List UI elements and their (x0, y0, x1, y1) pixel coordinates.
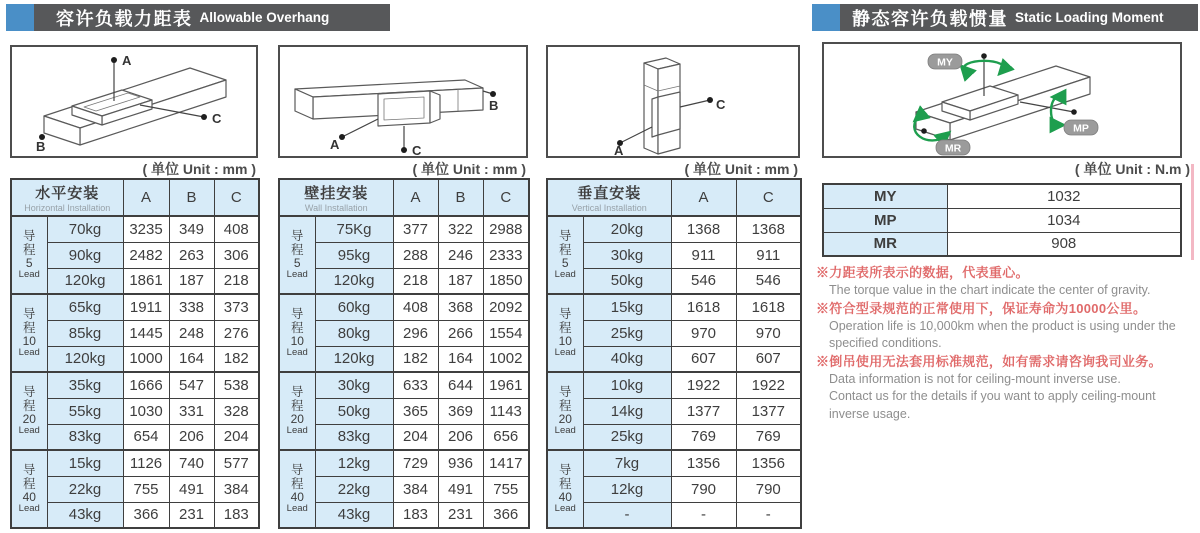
note-text-en: inverse usage. (829, 406, 911, 421)
lead-cell (279, 372, 315, 450)
table-row (279, 268, 529, 294)
lead-zh: 导程 (290, 384, 304, 413)
load-cell: 43kg (47, 502, 123, 528)
lead-number: 20 (22, 411, 36, 426)
moment-label-cell: MP (823, 208, 947, 232)
column-header-c: C (736, 179, 801, 216)
table-row (279, 502, 529, 528)
value-cell: 206 (169, 424, 214, 450)
rail-drawing (295, 80, 483, 126)
mp-badge (1064, 120, 1098, 135)
value-cell: 204 (393, 424, 438, 450)
value-cell: 2988 (483, 216, 529, 242)
table-row (547, 398, 801, 424)
value-cell: 373 (214, 294, 259, 320)
lead-number: 40 (22, 489, 36, 504)
load-cell: 83kg (47, 424, 123, 450)
value-cell: 3235 (123, 216, 169, 242)
column-header-a: A (393, 179, 438, 216)
lead-en: Lead (286, 425, 308, 437)
point-label-a: A (614, 143, 624, 156)
table-row (823, 184, 1181, 208)
section-title-zh: 容许负载力距表 (56, 8, 193, 29)
note-text-zh: ※符合型录规范的正常使用下，保证寿命为10000公里。 (816, 300, 1147, 316)
table-row (11, 216, 259, 242)
load-cell: 120kg (315, 268, 393, 294)
table-row (823, 208, 1181, 232)
lead-zh: 导程 (558, 306, 572, 335)
lead-en: Lead (18, 347, 40, 359)
install-table-horizontal (10, 178, 260, 529)
rail-drawing (644, 58, 680, 154)
load-cell: 120kg (47, 346, 123, 372)
load-cell: 55kg (47, 398, 123, 424)
lead-zh: 导程 (22, 306, 36, 335)
value-cell: 970 (671, 320, 736, 346)
load-cell: 120kg (315, 346, 393, 372)
table-title-zh: 水平安装 (35, 185, 100, 202)
lead-cell (279, 294, 315, 372)
lead-number: 10 (558, 333, 572, 348)
section-title-en: Static Loading Moment (1015, 10, 1164, 25)
lead-cell (11, 216, 47, 294)
note-text-en: The torque value in the chart indicate the center of gravity. (829, 283, 1151, 298)
diagram-box-moment (822, 42, 1182, 158)
value-cell: 187 (169, 268, 214, 294)
load-cell: 50kg (315, 398, 393, 424)
load-cell: 14kg (583, 398, 671, 424)
load-cell: 10kg (583, 372, 671, 398)
value-cell: 644 (438, 372, 483, 398)
table-title-cell (11, 179, 123, 216)
lead-zh: 导程 (290, 462, 304, 491)
value-cell: 1377 (671, 398, 736, 424)
value-cell: 182 (214, 346, 259, 372)
note-item (816, 264, 1200, 300)
column-header-c: C (483, 179, 529, 216)
load-cell: 25kg (583, 424, 671, 450)
install-table-wall (278, 178, 530, 529)
table-row (547, 294, 801, 320)
column-header-b: B (169, 179, 214, 216)
lead-en: Lead (286, 503, 308, 515)
diagram-box-wall (278, 45, 528, 158)
table-row (11, 476, 259, 502)
value-cell: 231 (169, 502, 214, 528)
note-text-zh: ※倒吊使用无法套用标准规范，如有需求请咨询我司业务。 (816, 353, 1162, 369)
unit-caption: ( 单位 Unit : mm ) (142, 161, 256, 177)
value-cell: 306 (214, 242, 259, 268)
rail-drawing (44, 68, 226, 145)
unit-caption: ( 单位 Unit : mm ) (684, 161, 798, 177)
value-cell: 607 (736, 346, 801, 372)
load-cell: 7kg (583, 450, 671, 476)
table-row (279, 424, 529, 450)
value-cell: 1000 (123, 346, 169, 372)
value-cell: 187 (438, 268, 483, 294)
value-cell: 248 (169, 320, 214, 346)
table-row (547, 346, 801, 372)
unit-caption: ( 单位 Unit : N.m ) (1074, 161, 1190, 177)
load-cell: 15kg (47, 450, 123, 476)
value-cell: 183 (393, 502, 438, 528)
note-item (816, 300, 1200, 353)
load-cell: 12kg (315, 450, 393, 476)
point-label-c: C (716, 97, 726, 112)
table-row (11, 242, 259, 268)
table-row (11, 268, 259, 294)
load-cell: 15kg (583, 294, 671, 320)
mr-badge (936, 140, 970, 155)
lead-en: Lead (18, 425, 40, 437)
table-row (279, 476, 529, 502)
load-cell: 120kg (47, 268, 123, 294)
moment-value-cell: 1032 (947, 184, 1181, 208)
value-cell: 654 (123, 424, 169, 450)
load-cell: 83kg (315, 424, 393, 450)
table-title-zh: 垂直安装 (577, 185, 642, 202)
value-cell: 1618 (671, 294, 736, 320)
load-cell: 30kg (583, 242, 671, 268)
section-title-en: Allowable Overhang (199, 10, 330, 25)
lead-cell (279, 450, 315, 528)
value-cell: 970 (736, 320, 801, 346)
value-cell: 1554 (483, 320, 529, 346)
value-cell: 366 (483, 502, 529, 528)
lead-zh: 导程 (290, 228, 304, 257)
value-cell: 1911 (123, 294, 169, 320)
lead-zh: 导程 (22, 228, 36, 257)
lead-number: 20 (290, 411, 304, 426)
lead-en: Lead (18, 503, 40, 515)
table-row (11, 320, 259, 346)
value-cell: 1143 (483, 398, 529, 424)
lead-en: Lead (18, 269, 40, 281)
value-cell: 769 (736, 424, 801, 450)
value-cell: 1445 (123, 320, 169, 346)
lead-number: 5 (561, 255, 569, 270)
value-cell: 366 (123, 502, 169, 528)
value-cell: 266 (438, 320, 483, 346)
table-row (279, 242, 529, 268)
load-cell: 30kg (315, 372, 393, 398)
lead-zh: 导程 (558, 384, 572, 413)
value-cell: 740 (169, 450, 214, 476)
column-header-b: B (438, 179, 483, 216)
load-cell: 60kg (315, 294, 393, 320)
note-text-en: Contact us for the details if you want to apply ceiling-mount (829, 389, 1156, 404)
table-row (279, 294, 529, 320)
load-cell: 22kg (47, 476, 123, 502)
section-header-static-loading-moment (812, 4, 1198, 31)
table-row (11, 424, 259, 450)
my-badge-label: MY (937, 56, 953, 69)
lead-en: Lead (554, 347, 576, 359)
column-header-c: C (214, 179, 259, 216)
value-cell: 633 (393, 372, 438, 398)
load-cell: 65kg (47, 294, 123, 320)
value-cell: 547 (169, 372, 214, 398)
value-cell: 1961 (483, 372, 529, 398)
value-cell: 1126 (123, 450, 169, 476)
lead-zh: 导程 (558, 462, 572, 491)
table-row (547, 424, 801, 450)
value-cell: 2482 (123, 242, 169, 268)
lead-cell (547, 372, 583, 450)
point-label-b: B (489, 98, 499, 113)
diagram-box-horizontal (10, 45, 258, 158)
value-cell: - (736, 502, 801, 528)
table-row (279, 320, 529, 346)
table-row (547, 320, 801, 346)
table-row (279, 216, 529, 242)
moment-label-cell: MR (823, 232, 947, 256)
table-title-en: Vertical Installation (571, 203, 647, 213)
lead-en: Lead (554, 269, 576, 281)
moment-diagram (824, 44, 1180, 156)
table-row (11, 346, 259, 372)
vertical-installation-diagram (548, 47, 798, 156)
value-cell: 218 (214, 268, 259, 294)
value-cell: 384 (214, 476, 259, 502)
load-cell: 70kg (47, 216, 123, 242)
value-cell: 729 (393, 450, 438, 476)
value-cell: 331 (169, 398, 214, 424)
lead-number: 10 (290, 333, 304, 348)
value-cell: 546 (671, 268, 736, 294)
lead-number: 10 (22, 333, 36, 348)
column-header-a: A (123, 179, 169, 216)
table-row (547, 372, 801, 398)
lead-zh: 导程 (558, 228, 572, 257)
value-cell: 1417 (483, 450, 529, 476)
value-cell: 296 (393, 320, 438, 346)
lead-zh: 导程 (22, 462, 36, 491)
value-cell: 1368 (736, 216, 801, 242)
value-cell: 656 (483, 424, 529, 450)
page-edge-marker (1191, 164, 1194, 260)
load-cell: 50kg (583, 268, 671, 294)
value-cell: 769 (671, 424, 736, 450)
value-cell: 276 (214, 320, 259, 346)
table-row (547, 502, 801, 528)
lead-cell (547, 216, 583, 294)
moment-table (822, 183, 1182, 257)
lead-number: 5 (293, 255, 301, 270)
value-cell: 1002 (483, 346, 529, 372)
value-cell: 263 (169, 242, 214, 268)
moment-value-cell: 908 (947, 232, 1181, 256)
value-cell: 755 (483, 476, 529, 502)
wall-installation-diagram (280, 47, 526, 156)
value-cell: 1850 (483, 268, 529, 294)
table-row (279, 372, 529, 398)
value-cell: 365 (393, 398, 438, 424)
notes (816, 264, 1200, 423)
table-title-en: Wall Installation (304, 203, 368, 213)
column-header-a: A (671, 179, 736, 216)
load-cell: 95kg (315, 242, 393, 268)
value-cell: 1922 (671, 372, 736, 398)
table-row (547, 268, 801, 294)
value-cell: 755 (123, 476, 169, 502)
lead-cell (11, 372, 47, 450)
lead-cell (11, 450, 47, 528)
lead-en: Lead (554, 425, 576, 437)
value-cell: 790 (671, 476, 736, 502)
load-cell: 12kg (583, 476, 671, 502)
value-cell: 1618 (736, 294, 801, 320)
load-cell: 40kg (583, 346, 671, 372)
load-cell: 75Kg (315, 216, 393, 242)
value-cell: 1030 (123, 398, 169, 424)
point-label-c: C (212, 111, 222, 126)
header-accent-square (812, 4, 840, 31)
value-cell: - (671, 502, 736, 528)
value-cell: 246 (438, 242, 483, 268)
note-text-en: specified conditions. (829, 336, 942, 351)
value-cell: 368 (438, 294, 483, 320)
value-cell: 322 (438, 216, 483, 242)
table-row (547, 450, 801, 476)
table-row (279, 398, 529, 424)
value-cell: 182 (393, 346, 438, 372)
table-row (11, 398, 259, 424)
table-row (11, 294, 259, 320)
value-cell: 183 (214, 502, 259, 528)
value-cell: 349 (169, 216, 214, 242)
value-cell: 204 (214, 424, 259, 450)
lead-number: 20 (558, 411, 572, 426)
value-cell: 1666 (123, 372, 169, 398)
value-cell: 491 (169, 476, 214, 502)
value-cell: 2092 (483, 294, 529, 320)
value-cell: 288 (393, 242, 438, 268)
load-cell: 22kg (315, 476, 393, 502)
value-cell: 491 (438, 476, 483, 502)
my-badge (928, 54, 962, 69)
value-cell: 384 (393, 476, 438, 502)
load-cell: 20kg (583, 216, 671, 242)
value-cell: 218 (393, 268, 438, 294)
value-cell: 911 (736, 242, 801, 268)
diagram-box-vertical (546, 45, 800, 158)
table-title-en: Horizontal Installation (24, 203, 111, 213)
lead-zh: 导程 (22, 384, 36, 413)
value-cell: 377 (393, 216, 438, 242)
value-cell: 546 (736, 268, 801, 294)
load-cell: 90kg (47, 242, 123, 268)
table-row (547, 216, 801, 242)
value-cell: 338 (169, 294, 214, 320)
value-cell: 1356 (671, 450, 736, 476)
table-title-cell (547, 179, 671, 216)
lead-en: Lead (554, 503, 576, 515)
value-cell: 328 (214, 398, 259, 424)
value-cell: 408 (393, 294, 438, 320)
value-cell: 1356 (736, 450, 801, 476)
value-cell: 607 (671, 346, 736, 372)
table-title-zh: 壁挂安装 (304, 185, 369, 202)
section-title-zh: 静态容许负载惯量 (852, 8, 1008, 29)
load-cell: 85kg (47, 320, 123, 346)
lead-number: 40 (290, 489, 304, 504)
lead-number: 5 (25, 255, 33, 270)
section-header-allowable-overhang (6, 4, 390, 31)
table-row (823, 232, 1181, 256)
value-cell: 206 (438, 424, 483, 450)
note-text-en: Data information is not for ceiling-mount inverse use. (829, 372, 1121, 387)
value-cell: 577 (214, 450, 259, 476)
load-cell: 43kg (315, 502, 393, 528)
lead-cell (547, 450, 583, 528)
mp-badge-label: MP (1073, 122, 1089, 135)
value-cell: 936 (438, 450, 483, 476)
point-label-a: A (122, 53, 132, 68)
value-cell: 1377 (736, 398, 801, 424)
horizontal-installation-diagram (12, 47, 256, 156)
value-cell: 164 (169, 346, 214, 372)
table-row (547, 242, 801, 268)
load-cell: 80kg (315, 320, 393, 346)
lead-number: 40 (558, 489, 572, 504)
lead-cell (11, 294, 47, 372)
value-cell: 1861 (123, 268, 169, 294)
unit-caption: ( 单位 Unit : mm ) (412, 161, 526, 177)
note-text-zh: ※力距表所表示的数据，代表重心。 (816, 265, 1029, 280)
table-title-cell (279, 179, 393, 216)
table-row (11, 372, 259, 398)
value-cell: 231 (438, 502, 483, 528)
load-cell: 25kg (583, 320, 671, 346)
value-cell: 911 (671, 242, 736, 268)
table-row (11, 450, 259, 476)
value-cell: 164 (438, 346, 483, 372)
value-cell: 408 (214, 216, 259, 242)
table-row (547, 476, 801, 502)
note-item (816, 353, 1200, 423)
point-label-b: B (36, 139, 46, 154)
value-cell: 790 (736, 476, 801, 502)
point-label-c: C (412, 143, 422, 156)
value-cell: 2333 (483, 242, 529, 268)
note-text-en: Operation life is 10,000km when the product is using under the (829, 319, 1176, 334)
moment-value-cell: 1034 (947, 208, 1181, 232)
lead-en: Lead (286, 269, 308, 281)
load-cell: - (583, 502, 671, 528)
install-table-vertical (546, 178, 802, 529)
table-row (279, 346, 529, 372)
lead-cell (547, 294, 583, 372)
lead-en: Lead (286, 347, 308, 359)
value-cell: 1368 (671, 216, 736, 242)
value-cell: 1922 (736, 372, 801, 398)
lead-cell (279, 216, 315, 294)
mr-badge-label: MR (944, 142, 962, 155)
point-label-a: A (330, 137, 340, 152)
header-accent-square (6, 4, 34, 31)
value-cell: 538 (214, 372, 259, 398)
table-row (279, 450, 529, 476)
moment-label-cell: MY (823, 184, 947, 208)
value-cell: 369 (438, 398, 483, 424)
lead-zh: 导程 (290, 306, 304, 335)
load-cell: 35kg (47, 372, 123, 398)
table-row (11, 502, 259, 528)
